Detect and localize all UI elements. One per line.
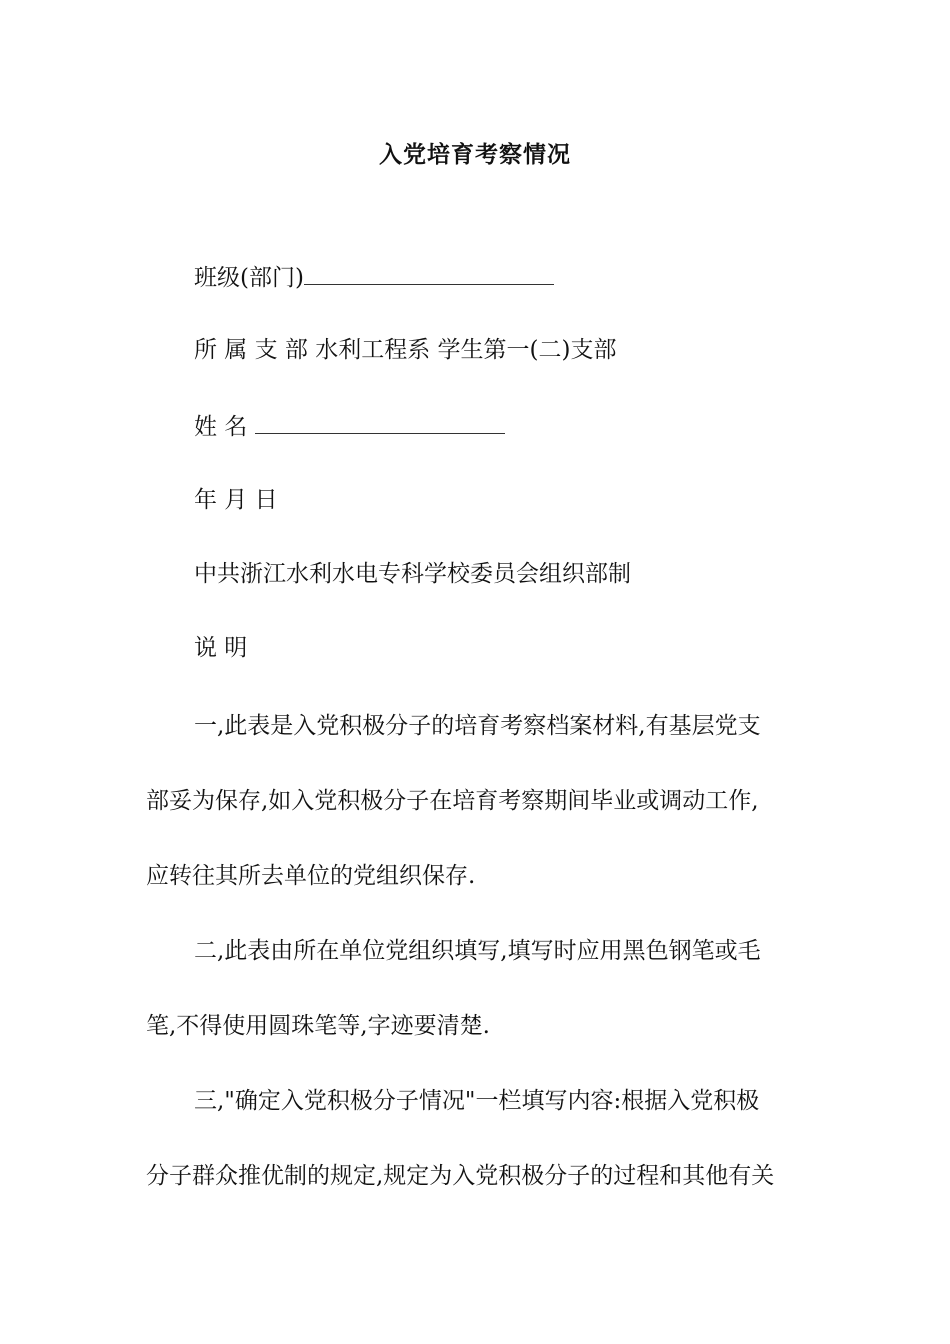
notes-heading: 说 明 [194,635,248,661]
issuer-text: 中共浙江水利水电专科学校委员会组织部制 [194,561,631,587]
name-label: 姓 名 [194,414,248,440]
branch-field [194,334,617,366]
branch-label: 所 属 支 部 [194,337,308,363]
class-blank[interactable] [304,260,554,285]
name-field [194,409,505,443]
name-blank[interactable] [255,409,505,434]
note-1-line-1: 一,此表是入党积极分子的培育考察档案材料,有基层党支 [194,713,761,739]
branch-value: 水利工程系 学生第一(二)支部 [315,337,617,363]
class-label: 班级(部门) [194,265,304,291]
note-3-line-1: 三,"确定入党积极分子情况"一栏填写内容:根据入党积极 [194,1088,760,1114]
note-2-line-1: 二,此表由所在单位党组织填写,填写时应用黑色钢笔或毛 [194,938,761,964]
note-1-line-2: 部妥为保存,如入党积极分子在培育考察期间毕业或调动工作, [146,788,759,814]
date-field: 年 月 日 [194,487,278,513]
note-3-line-2: 分子群众推优制的规定,规定为入党积极分子的过程和其他有关 [146,1163,775,1189]
document-title: 入党培育考察情况 [379,141,571,168]
note-1-line-3: 应转往其所去单位的党组织保存. [146,863,476,889]
class-field [194,260,554,294]
note-2-line-2: 笔,不得使用圆珠笔等,字迹要清楚. [146,1013,490,1039]
